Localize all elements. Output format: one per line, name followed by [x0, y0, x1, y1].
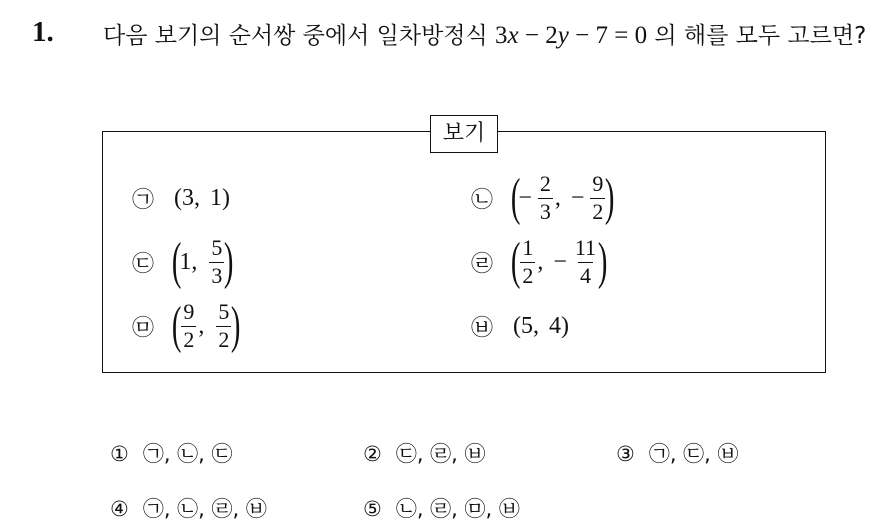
- item-y-fraction: [209, 237, 224, 287]
- item-comma: ,: [198, 312, 205, 339]
- question-text-after: 의 해를 모두 고르면?: [654, 23, 867, 49]
- example-box-title: 보기: [430, 115, 498, 153]
- question-number: 1.: [32, 16, 54, 48]
- item-x-value: 1: [179, 248, 192, 275]
- equation-var-y: y: [557, 22, 569, 49]
- example-item-3: [132, 233, 234, 290]
- item-comma: ,: [533, 312, 539, 339]
- choice-text: ㉠, ㉢, ㉥: [648, 442, 739, 466]
- item-close-paren: ): [597, 233, 608, 290]
- item-x-fraction: [181, 301, 196, 351]
- equation: [495, 22, 647, 49]
- item-x-value: 5: [521, 312, 533, 339]
- item-open-paren: (: [513, 312, 521, 339]
- choice-text: ㉠, ㉡, ㉢: [142, 442, 233, 466]
- item-comma: ,: [554, 184, 561, 211]
- answer-choice-2[interactable]: [363, 438, 486, 468]
- question-text: [103, 14, 873, 58]
- item-close-paren: ): [561, 312, 569, 339]
- item-open-paren: (: [171, 297, 182, 354]
- answer-choice-4[interactable]: [110, 493, 267, 523]
- example-item-2: [471, 169, 615, 226]
- item-y-sign: −: [570, 184, 585, 211]
- item-open-paren: (: [510, 169, 521, 226]
- choice-text: ㉠, ㉡, ㉣, ㉥: [142, 497, 267, 521]
- item-x-fraction: [520, 237, 535, 287]
- item-y-value: 1: [210, 184, 222, 211]
- fraction-numerator: 2: [539, 171, 551, 196]
- item-x-fraction: [538, 173, 553, 223]
- answer-choice-5[interactable]: [363, 493, 520, 523]
- example-item-1: [132, 172, 230, 224]
- item-close-paren: ): [224, 233, 234, 290]
- item-marker: ㉣: [471, 251, 494, 277]
- fraction-numerator: 5: [211, 235, 223, 260]
- fraction-denominator: 3: [211, 263, 223, 288]
- item-y-fraction: [590, 173, 605, 223]
- example-item-5: [132, 297, 241, 354]
- item-x-value: 3: [182, 184, 194, 211]
- item-open-paren: (: [171, 233, 182, 290]
- item-marker: ㉤: [132, 315, 155, 341]
- item-open-paren: (: [510, 233, 521, 290]
- choice-text: ㉡, ㉣, ㉤, ㉥: [395, 497, 520, 521]
- example-item-4: [471, 233, 608, 290]
- equation-term-y: − 2: [518, 22, 558, 49]
- equation-rest: − 7 = 0: [568, 22, 648, 49]
- fraction-numerator: 9: [592, 171, 604, 196]
- item-y-fraction: [573, 237, 598, 287]
- answer-choice-1[interactable]: [110, 438, 233, 468]
- fraction-denominator: 3: [539, 199, 551, 224]
- choice-number: ⑤: [363, 497, 382, 521]
- fraction-denominator: 2: [522, 263, 534, 288]
- item-marker: ㉡: [471, 187, 494, 213]
- fraction-numerator: 1: [522, 235, 534, 260]
- choice-text: ㉢, ㉣, ㉥: [395, 442, 486, 466]
- fraction-denominator: 2: [183, 327, 195, 352]
- fraction-numerator: 5: [218, 299, 230, 324]
- choice-number: ②: [363, 442, 382, 466]
- item-comma: ,: [194, 184, 200, 211]
- item-close-paren: ): [605, 169, 615, 226]
- item-close-paren: ): [222, 184, 230, 211]
- fraction-denominator: 4: [579, 263, 591, 288]
- choice-number: ①: [110, 442, 129, 466]
- item-comma: ,: [537, 248, 544, 275]
- item-open-paren: (: [174, 184, 182, 211]
- choice-number: ③: [616, 442, 635, 466]
- item-y-value: 4: [549, 312, 561, 339]
- question-text-before: 다음 보기의 순서쌍 중에서 일차방정식: [103, 23, 488, 49]
- item-marker: ㉠: [132, 187, 155, 213]
- item-y-sign: −: [553, 248, 567, 275]
- item-close-paren: ): [231, 297, 241, 354]
- item-marker: ㉥: [471, 315, 494, 341]
- fraction-denominator: 2: [592, 199, 604, 224]
- fraction-numerator: 9: [183, 299, 195, 324]
- fraction-numerator: 11: [574, 235, 597, 260]
- item-x-sign: −: [518, 184, 532, 211]
- item-comma: ,: [191, 248, 198, 275]
- answer-choice-3[interactable]: [616, 438, 739, 468]
- equation-coef-x: 3: [495, 22, 508, 49]
- fraction-denominator: 2: [218, 327, 230, 352]
- item-y-fraction: [216, 301, 231, 351]
- item-marker: ㉢: [132, 251, 155, 277]
- example-item-6: [471, 300, 569, 352]
- equation-var-x: x: [507, 22, 519, 49]
- choice-number: ④: [110, 497, 129, 521]
